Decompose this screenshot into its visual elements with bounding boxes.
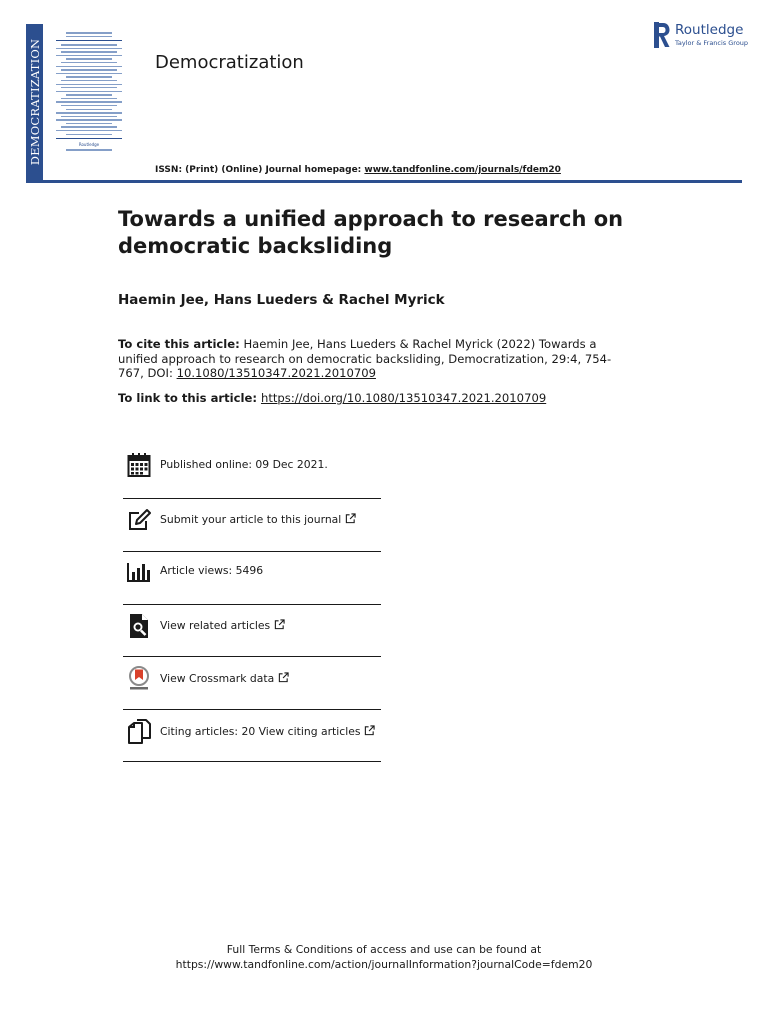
- cover-contents: [56, 30, 122, 176]
- info-divider: [123, 498, 381, 499]
- info-divider: [123, 604, 381, 605]
- info-divider: [123, 709, 381, 710]
- search-document-icon: [127, 613, 151, 639]
- citation-block: [118, 337, 623, 381]
- journal-cover-thumbnail: [26, 24, 126, 180]
- journal-name: Democratization: [155, 52, 304, 73]
- issn-line: [155, 165, 561, 175]
- citing-articles-icon: [127, 719, 151, 745]
- related-articles-text: [160, 619, 285, 632]
- publisher-logo: [654, 22, 754, 50]
- citation-doi-link[interactable]: 10.1080/13510347.2021.2010709: [176, 366, 376, 380]
- info-divider: [123, 656, 381, 657]
- published-online-item: [123, 446, 381, 486]
- related-articles-label: View related articles: [160, 619, 271, 632]
- submit-article-item[interactable]: [123, 501, 381, 541]
- issn-prefix: ISSN: (Print) (Online) Journal homepage:: [155, 165, 365, 175]
- citation-text: Haemin Jee, Hans Lueders & Rachel Myrick (2022) Towards a unified approach to research on democratic backsliding, Democratization, 29:4, 754-767, DOI:: [118, 337, 612, 380]
- article-title: Towards a unified approach to research on democratic backsliding: [118, 207, 624, 258]
- crossmark-item[interactable]: [123, 660, 381, 700]
- routledge-r-icon: [654, 22, 670, 48]
- citation-label: To cite this article:: [118, 337, 240, 351]
- article-views-text: Article views: 5496: [160, 564, 264, 577]
- submit-article-label: Submit your article to this journal: [160, 513, 342, 526]
- article-views-item: [123, 552, 381, 592]
- crossmark-icon: [127, 666, 151, 692]
- crossmark-label: View Crossmark data: [160, 672, 275, 685]
- article-link-label: To link to this article:: [118, 391, 257, 405]
- publisher-name: Routledge: [675, 22, 744, 38]
- cover-publisher-logo: Routledge: [78, 142, 100, 147]
- crossmark-text: [160, 672, 289, 685]
- bar-chart-icon: [127, 558, 151, 584]
- article-authors: Haemin Jee, Hans Lueders & Rachel Myrick: [118, 292, 445, 308]
- citing-articles-text: [160, 725, 375, 738]
- publisher-subtitle: Taylor & Francis Group: [675, 39, 749, 47]
- terms-footer-line: Full Terms & Conditions of access and use can be found at: [226, 943, 542, 956]
- external-link-icon: [274, 619, 285, 630]
- terms-footer-url[interactable]: https://www.tandfonline.com/action/journalInformation?journalCode=fdem20: [175, 958, 593, 971]
- info-divider: [123, 761, 381, 762]
- cover-spine-title: DEMOCRATIZATION: [27, 38, 42, 166]
- citing-articles-label: Citing articles: 20 View citing articles: [160, 725, 361, 738]
- citing-articles-item[interactable]: [123, 713, 381, 753]
- external-link-icon: [345, 513, 356, 524]
- submit-article-text: [160, 513, 356, 526]
- article-doi-url-link[interactable]: https://doi.org/10.1080/13510347.2021.2010709: [260, 391, 547, 405]
- published-online-text: Published online: 09 Dec 2021.: [160, 458, 328, 471]
- journal-homepage-link[interactable]: www.tandfonline.com/journals/fdem20: [364, 165, 561, 175]
- cover-spine: [26, 24, 43, 180]
- terms-footer: [0, 942, 768, 972]
- related-articles-item[interactable]: [123, 607, 381, 647]
- calendar-icon: [127, 452, 151, 478]
- external-link-icon: [364, 725, 375, 736]
- external-link-icon: [278, 672, 289, 683]
- header-divider: [26, 180, 742, 183]
- edit-icon: [127, 507, 151, 533]
- article-link-line: [118, 391, 546, 405]
